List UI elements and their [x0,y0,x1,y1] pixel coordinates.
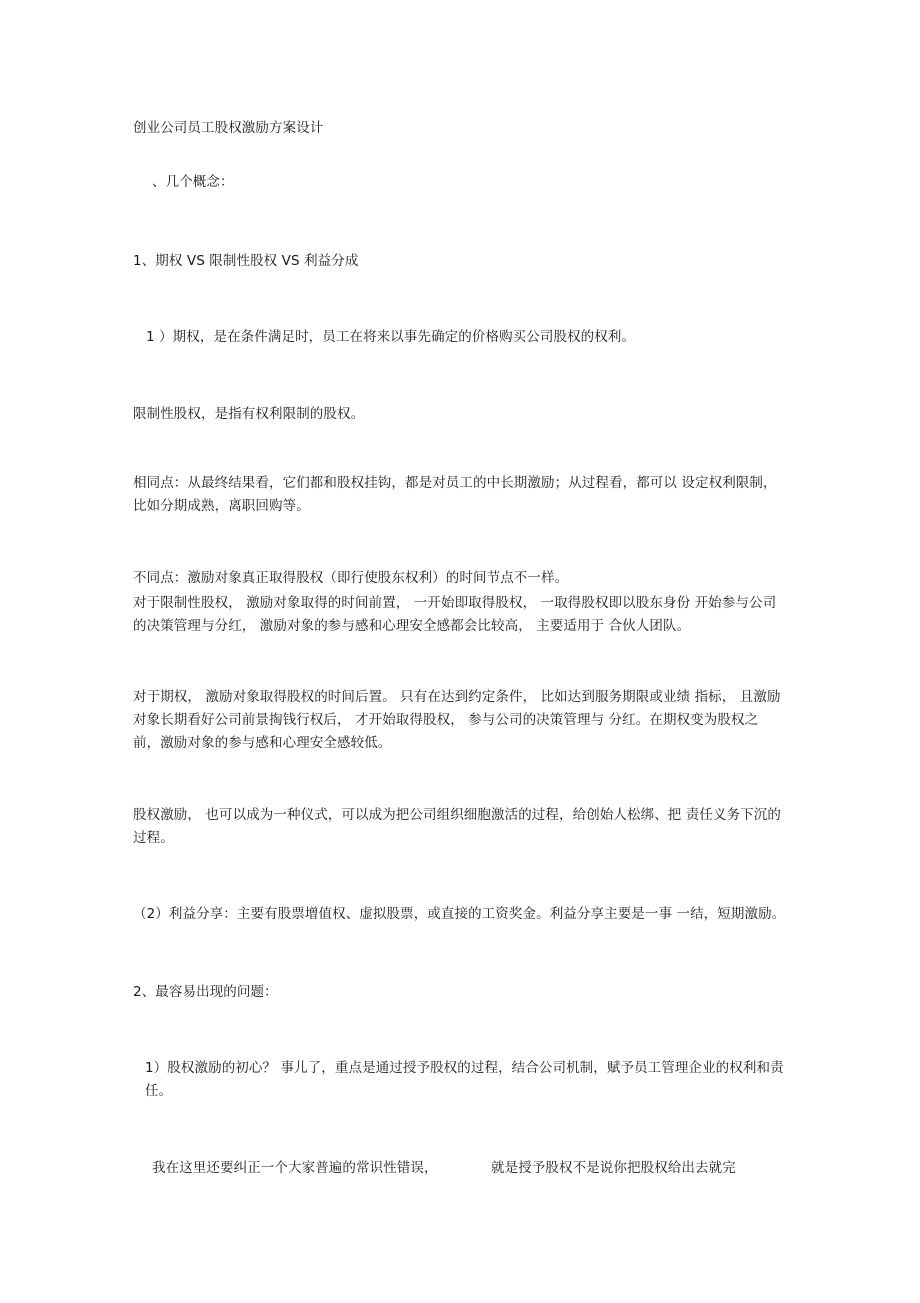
paragraph-option-definition: 1 ）期权，是在条件满足时，员工在将来以事先确定的价格购买公司股权的权利。 [146,329,636,345]
subsection-heading-common-problems: 2、最容易出现的问题： [133,984,278,1000]
paragraph-option-timing: 对于期权， 激励对象取得股权的时间后置。 只有在达到约定条件， 比如达到服务期限或业绩 指标， 且激励对象长期看好公司前景掏钱行权后， 才开始取得股权， 参与公司的决策管理与 分红。在期权变为股权之前，激励对象的参与感和心理安全感较低。 [133,689,781,751]
paragraph-ceremony: 股权激励， 也可以成为一种仪式，可以成为把公司组织细胞激活的过程，给创始人松绑、把 责任义务下沉的过程。 [133,807,781,846]
section-heading-concepts: 、几个概念： [152,174,234,190]
document-title: 创业公司员工股权激励方案设计 [133,120,324,136]
paragraph-correction-part-a: 我在这里还要纠正一个大家普遍的常识性错误， [152,1160,438,1176]
paragraph-restricted-timing: 对于限制性股权， 激励对象取得的时间前置， 一开始即取得股权， 一取得股权即以股东身份 开始参与公司的决策管理与分红， 激励对象的参与感和心理安全感都会比较高， 主要适用于 合伙人团队。 [133,595,777,634]
paragraph-restricted-definition: 限制性股权，是指有权利限制的股权。 [133,406,365,422]
paragraph-correction-part-b: 就是授予股权不是说你把股权给出去就完 [491,1160,736,1176]
paragraph-difference-intro: 不同点：激励对象真正取得股权（即行使股东权利）的时间节点不一样。 [133,570,569,586]
paragraph-original-intent: 1）股权激励的初心？ 事儿了，重点是通过授予股权的过程，结合公司机制，赋予员工管理企业的权利和责任。 [145,1060,784,1099]
paragraph-profit-sharing: （2）利益分享：主要有股票增值权、虚拟股票，或直接的工资奖金。利益分享主要是一事 一结，短期激励。 [133,906,786,922]
paragraph-similarity: 相同点：从最终结果看，它们都和股权挂钩，都是对员工的中长期激励；从过程看，都可以 设定权利限制，比如分期成熟，离职回购等。 [133,475,777,514]
subsection-heading-option-vs-restricted: 1、期权 VS 限制性股权 VS 利益分成 [133,253,359,269]
